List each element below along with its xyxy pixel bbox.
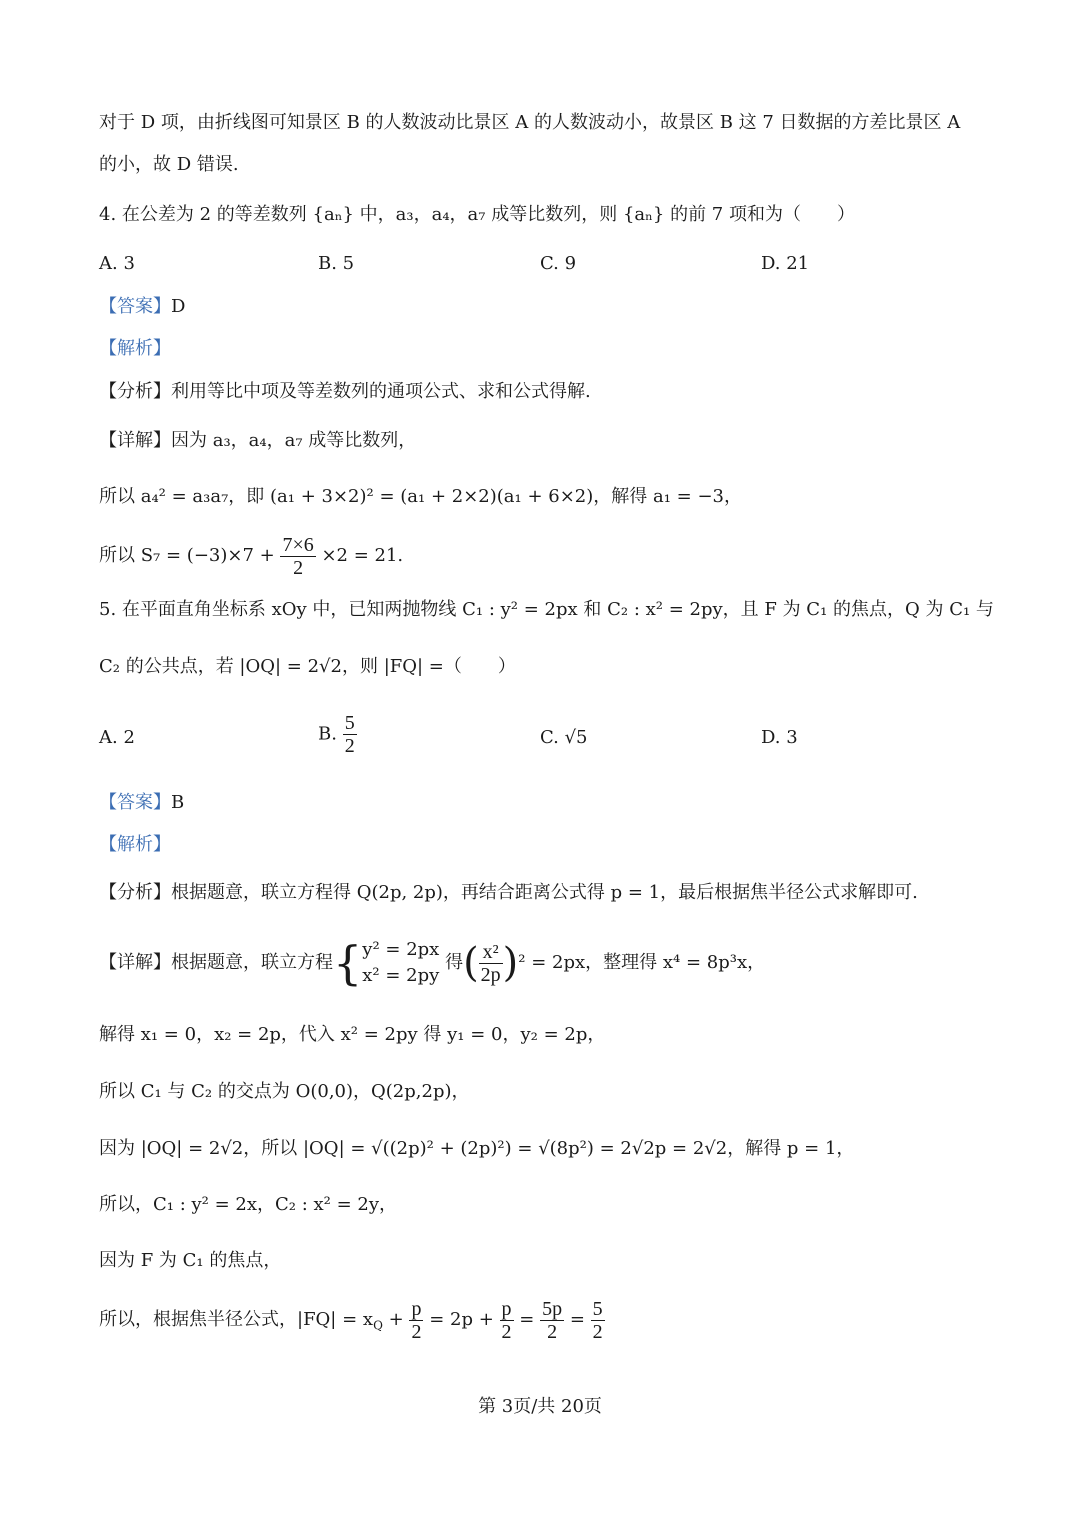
- fenxi-tag: 【分析】: [99, 381, 171, 402]
- q4-stem: 4. 在公差为 2 的等差数列 {aₙ} 中，a₃，a₄，a₇ 成等比数列，则 {aₙ} 的前 7 项和为（ ）: [99, 204, 855, 225]
- fraction-5-over-2: [591, 1298, 605, 1343]
- q5-fenxi: 根据题意，联立方程得 Q(2p, 2p)，再结合距离公式得 p = 1，最后根据焦半径公式求解即可.: [171, 882, 918, 903]
- q5-line-f-mid: = 2p +: [429, 1309, 494, 1330]
- equation-system: [362, 937, 439, 989]
- q4-answer-line: [99, 294, 185, 320]
- xiangjie-tag: 【详解】: [99, 952, 171, 973]
- q4-fenxi-line: [99, 379, 591, 405]
- answer-tag: 【答案】: [99, 296, 171, 317]
- q5-fenxi-line: [99, 880, 918, 906]
- fraction-denominator: 2: [592, 1320, 603, 1343]
- q5-option-b-label: B.: [318, 723, 337, 745]
- fraction-5p-over-2: [540, 1298, 564, 1343]
- equals-sign: =: [569, 1309, 585, 1330]
- q5-line-d: 所以，C₁ : y² = 2x，C₂ : x² = 2y，: [99, 1194, 398, 1215]
- q4-option-c: C. 9: [540, 253, 577, 274]
- q4-option-d: D. 21: [761, 253, 810, 274]
- analysis-tag: 【解析】: [99, 338, 171, 359]
- q5-line-b: 所以 C₁ 与 C₂ 的交点为 O(0,0)，Q(2p,2p)，: [99, 1081, 470, 1102]
- q4-step-2: [99, 528, 403, 584]
- q5-de: 得: [445, 952, 464, 973]
- q5-xiangjie-suffix: ² = 2px，整理得 x⁴ = 8p³x，: [518, 952, 766, 973]
- system-equation-2: x² = 2py: [362, 965, 440, 986]
- q4-option-a: A. 3: [99, 253, 135, 274]
- q5-line-f-prefix: 所以，根据焦半径公式，|FQ| = x: [99, 1309, 374, 1330]
- fraction-denominator: 2: [411, 1320, 422, 1343]
- prev-solution-line-1: 对于 D 项，由折线图可知景区 B 的人数波动比景区 A 的人数波动小，故景区 B 这 7 日数据的方差比景区 A: [99, 112, 961, 133]
- q5-line-f: [99, 1292, 605, 1354]
- q4-analysis-tag: [99, 336, 171, 362]
- q4-fenxi: 利用等比中项及等差数列的通项公式、求和公式得解.: [171, 381, 591, 402]
- fraction-numerator: 5: [344, 712, 355, 734]
- q4-step-2-prefix: 所以 S₇ = (−3)×7 +: [99, 545, 275, 566]
- fraction-numerator: x²: [479, 941, 503, 964]
- answer-tag: 【答案】: [99, 792, 171, 813]
- equals-sign: =: [519, 1309, 535, 1330]
- fraction-denominator: 2: [547, 1320, 558, 1343]
- fenxi-tag: 【分析】: [99, 882, 171, 903]
- q4-xiangjie-line: [99, 428, 416, 454]
- q4-step-1: 所以 a₄² = a₃a₇，即 (a₁ + 3×2)² = (a₁ + 2×2)(a₁ + 6×2)，解得 a₁ = −3，: [99, 486, 743, 507]
- q5-answer: B: [171, 792, 185, 813]
- system-equation-1: y² = 2px: [362, 939, 440, 960]
- q4-step-2-fraction: [280, 534, 315, 579]
- q4-xiangjie: 因为 a₃，a₄，a₇ 成等比数列，: [171, 430, 417, 451]
- fraction-numerator: 7×6: [282, 533, 314, 556]
- fraction-numerator: 5p: [542, 1297, 563, 1320]
- xiangjie-tag: 【详解】: [99, 430, 171, 451]
- q5-option-a: A. 2: [99, 727, 135, 748]
- fraction-numerator: p: [501, 1297, 512, 1320]
- page-footer: 第 3页/共 20页: [478, 1396, 602, 1417]
- q5-option-b: [318, 712, 357, 757]
- q5-answer-line: [99, 790, 184, 816]
- q5-option-b-fraction: [343, 712, 357, 757]
- q5-xiangjie-line: [99, 930, 765, 996]
- fraction-numerator: p: [411, 1297, 422, 1320]
- q5-option-c: C. √5: [540, 727, 588, 748]
- fraction-denominator: 2: [293, 556, 304, 579]
- q5-line-a: 解得 x₁ = 0，x₂ = 2p，代入 x² = 2py 得 y₁ = 0，y₂ = 2p，: [99, 1024, 606, 1045]
- q4-step-2-suffix: ×2 = 21.: [321, 545, 404, 566]
- q5-line-c: 因为 |OQ| = 2√2，所以 |OQ| = √((2p)² + (2p)²) = √(8p²) = 2√2p = 2√2，解得 p = 1，: [99, 1138, 855, 1159]
- fraction-numerator: 5: [592, 1297, 603, 1320]
- fraction-denominator: 2: [344, 735, 355, 757]
- q4-answer: D: [171, 296, 186, 317]
- fraction-p-over-2: [409, 1298, 423, 1343]
- prev-solution-line-2: 的小，故 D 错误.: [99, 154, 239, 175]
- q4-option-b: B. 5: [318, 253, 355, 274]
- q5-xiangjie-fraction: [479, 941, 503, 986]
- analysis-tag: 【解析】: [99, 834, 171, 855]
- fraction-denominator: 2p: [480, 963, 501, 986]
- left-brace-icon: {: [333, 936, 363, 990]
- q5-line-f-sub: Q: [373, 1318, 383, 1333]
- q5-option-d: D. 3: [761, 727, 798, 748]
- fraction-p-over-2-b: [500, 1298, 514, 1343]
- q5-line-e: 因为 F 为 C₁ 的焦点，: [99, 1250, 282, 1271]
- q5-stem-2: C₂ 的公共点，若 |OQ| = 2√2，则 |FQ| =（ ）: [99, 656, 516, 677]
- fraction-denominator: 2: [501, 1320, 512, 1343]
- plus-sign: +: [388, 1309, 404, 1330]
- q5-xiangjie-prefix: 根据题意，联立方程: [171, 952, 333, 973]
- right-paren-icon: ): [502, 940, 519, 986]
- q5-analysis-tag: [99, 832, 171, 858]
- q5-stem-1: 5. 在平面直角坐标系 xOy 中，已知两抛物线 C₁ : y² = 2px 和 C₂ : x² = 2py，且 F 为 C₁ 的焦点，Q 为 C₁ 与: [99, 599, 994, 620]
- left-paren-icon: (: [463, 940, 479, 986]
